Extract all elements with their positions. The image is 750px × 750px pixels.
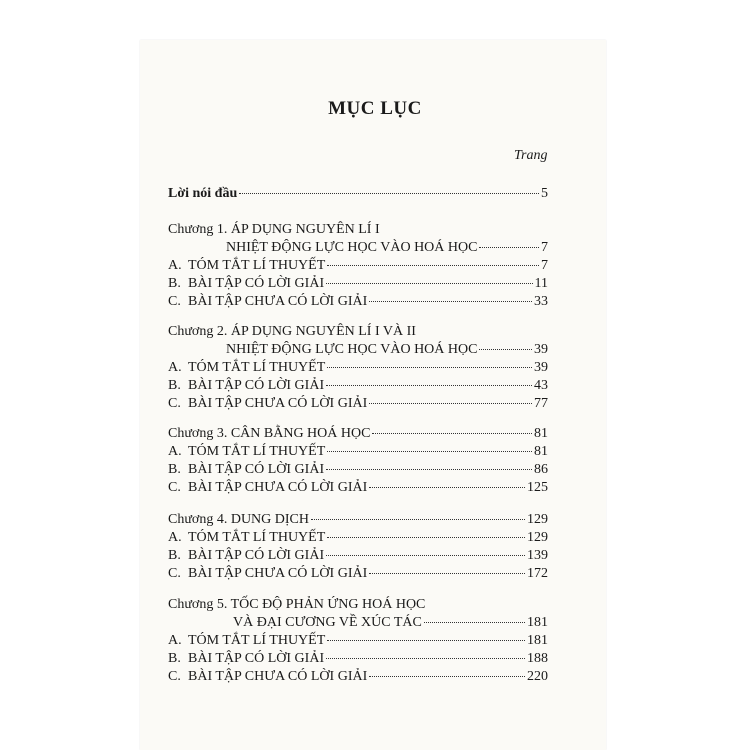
item-text: BÀI TẬP CÓ LỜI GIẢI — [188, 548, 325, 563]
item-letter: C. — [168, 480, 181, 495]
toc-entry-page: 188 — [527, 651, 548, 666]
chapter-3-item-c — [168, 480, 548, 498]
leader-dots — [327, 537, 525, 538]
leader-dots — [239, 193, 539, 194]
item-text: TÓM TẮT LÍ THUYẾT — [188, 530, 326, 545]
toc-entry-label — [168, 378, 324, 394]
leader-dots — [369, 487, 525, 488]
item-letter: A. — [168, 258, 182, 273]
item-letter: A. — [168, 633, 182, 648]
leader-dots — [369, 676, 525, 677]
toc-entry-page: 5 — [541, 186, 548, 201]
page-title: MỤC LỤC — [328, 98, 422, 119]
item-letter: A. — [168, 360, 182, 375]
toc-entry-label — [168, 480, 367, 496]
toc-entry-page: 43 — [534, 378, 548, 393]
toc-entry-page: 125 — [527, 480, 548, 495]
item-text: BÀI TẬP CHƯA CÓ LỜI GIẢI — [188, 294, 368, 309]
chapter-2-heading: Chương 2. ÁP DỤNG NGUYÊN LÍ I VÀ II — [168, 324, 416, 339]
leader-dots — [326, 385, 532, 386]
chapter-4-heading — [168, 512, 548, 530]
item-text: BÀI TẬP CHƯA CÓ LỜI GIẢI — [188, 566, 368, 581]
leader-dots — [326, 555, 525, 556]
toc-entry-label — [168, 444, 325, 460]
toc-entry-label — [168, 462, 324, 478]
chapter-heading-label: NHIỆT ĐỘNG LỰC HỌC VÀO HOÁ HỌC — [226, 342, 478, 357]
chapter-5-item-c — [168, 669, 548, 687]
chapter-4-item-a — [168, 530, 548, 548]
toc-entry-label — [168, 566, 367, 582]
leader-dots — [369, 301, 532, 302]
toc-entry-page: 129 — [527, 512, 548, 527]
toc-entry-page: 33 — [534, 294, 548, 309]
chapter-1-heading-line2 — [226, 240, 548, 258]
item-letter: A. — [168, 530, 182, 545]
leader-dots — [326, 658, 525, 659]
chapter-heading-label: Chương 4. DUNG DỊCH — [168, 512, 309, 527]
chapter-4-item-b — [168, 548, 548, 566]
toc-entry-page: 39 — [534, 342, 548, 357]
item-letter: C. — [168, 294, 181, 309]
chapter-4-item-c — [168, 566, 548, 584]
leader-dots — [372, 433, 532, 434]
toc-entry-page: 39 — [534, 360, 548, 375]
toc-entry-preface — [168, 186, 548, 204]
leader-dots — [479, 247, 539, 248]
toc-entry-page: 86 — [534, 462, 548, 477]
toc-entry-page: 220 — [527, 669, 548, 684]
leader-dots — [369, 573, 525, 574]
toc-entry-label — [168, 360, 325, 376]
chapter-2-heading-line2 — [226, 342, 548, 360]
item-letter: C. — [168, 669, 181, 684]
toc-entry-page: 172 — [527, 566, 548, 581]
leader-dots — [326, 283, 532, 284]
item-text: TÓM TẮT LÍ THUYẾT — [188, 444, 326, 459]
chapter-5-heading: Chương 5. TỐC ĐỘ PHẢN ỨNG HOÁ HỌC — [168, 597, 426, 612]
page-column-header: Trang — [514, 148, 548, 163]
item-text: BÀI TẬP CHƯA CÓ LỜI GIẢI — [188, 396, 368, 411]
toc-entry-page: 81 — [534, 426, 548, 441]
toc-entry-label — [168, 294, 367, 310]
toc-entry-page: 7 — [541, 258, 548, 273]
leader-dots — [327, 451, 532, 452]
chapter-1-item-a — [168, 258, 548, 276]
chapter-1-item-c — [168, 294, 548, 312]
chapter-3-item-b — [168, 462, 548, 480]
toc-entry-label — [168, 396, 367, 412]
item-letter: B. — [168, 378, 181, 393]
toc-entry-page: 7 — [541, 240, 548, 255]
toc-entry-page: 77 — [534, 396, 548, 411]
item-text: BÀI TẬP CÓ LỜI GIẢI — [188, 462, 325, 477]
item-letter: B. — [168, 462, 181, 477]
toc-entry-page: 11 — [534, 276, 548, 291]
chapter-heading-label: VÀ ĐẠI CƯƠNG VỀ XÚC TÁC — [233, 615, 422, 630]
item-letter: B. — [168, 651, 181, 666]
chapter-1-heading: Chương 1. ÁP DỤNG NGUYÊN LÍ I — [168, 222, 380, 237]
toc-entry-page: 81 — [534, 444, 548, 459]
chapter-2-item-b — [168, 378, 548, 396]
item-letter: A. — [168, 444, 182, 459]
chapter-2-item-c — [168, 396, 548, 414]
chapter-1-item-b — [168, 276, 548, 294]
toc-entry-label — [168, 633, 325, 649]
toc-entry-label — [168, 258, 325, 274]
item-text: TÓM TẮT LÍ THUYẾT — [188, 258, 326, 273]
chapter-5-item-a — [168, 633, 548, 651]
chapter-3-heading — [168, 426, 548, 444]
chapter-2-item-a — [168, 360, 548, 378]
toc-entry-label — [168, 651, 324, 667]
toc-entry-page: 139 — [527, 548, 548, 563]
leader-dots — [327, 367, 532, 368]
item-text: TÓM TẮT LÍ THUYẾT — [188, 633, 326, 648]
toc-entry-label: Lời nói đầu — [168, 186, 238, 201]
chapter-3-item-a — [168, 444, 548, 462]
chapter-heading-label: NHIỆT ĐỘNG LỰC HỌC VÀO HOÁ HỌC — [226, 240, 478, 255]
toc-entry-label — [168, 548, 324, 564]
leader-dots — [311, 519, 525, 520]
toc-entry-page: 129 — [527, 530, 548, 545]
toc-entry-label — [168, 669, 367, 685]
leader-dots — [424, 622, 525, 623]
item-letter: C. — [168, 566, 181, 581]
item-text: TÓM TẮT LÍ THUYẾT — [188, 360, 326, 375]
item-text: BÀI TẬP CÓ LỜI GIẢI — [188, 378, 325, 393]
chapter-5-item-b — [168, 651, 548, 669]
toc-entry-label — [168, 276, 324, 292]
leader-dots — [479, 349, 532, 350]
item-text: BÀI TẬP CÓ LỜI GIẢI — [188, 651, 325, 666]
toc-entry-page: 181 — [527, 615, 548, 630]
chapter-heading-label: Chương 3. CÂN BẰNG HOÁ HỌC — [168, 426, 371, 441]
chapter-5-heading-line2 — [233, 615, 548, 633]
item-text: BÀI TẬP CHƯA CÓ LỜI GIẢI — [188, 480, 368, 495]
leader-dots — [369, 403, 532, 404]
item-text: BÀI TẬP CHƯA CÓ LỜI GIẢI — [188, 669, 368, 684]
item-text: BÀI TẬP CÓ LỜI GIẢI — [188, 276, 325, 291]
toc-entry-page: 181 — [527, 633, 548, 648]
leader-dots — [326, 469, 532, 470]
item-letter: B. — [168, 276, 181, 291]
leader-dots — [327, 640, 525, 641]
item-letter: B. — [168, 548, 181, 563]
item-letter: C. — [168, 396, 181, 411]
leader-dots — [327, 265, 539, 266]
toc-entry-label — [168, 530, 325, 546]
